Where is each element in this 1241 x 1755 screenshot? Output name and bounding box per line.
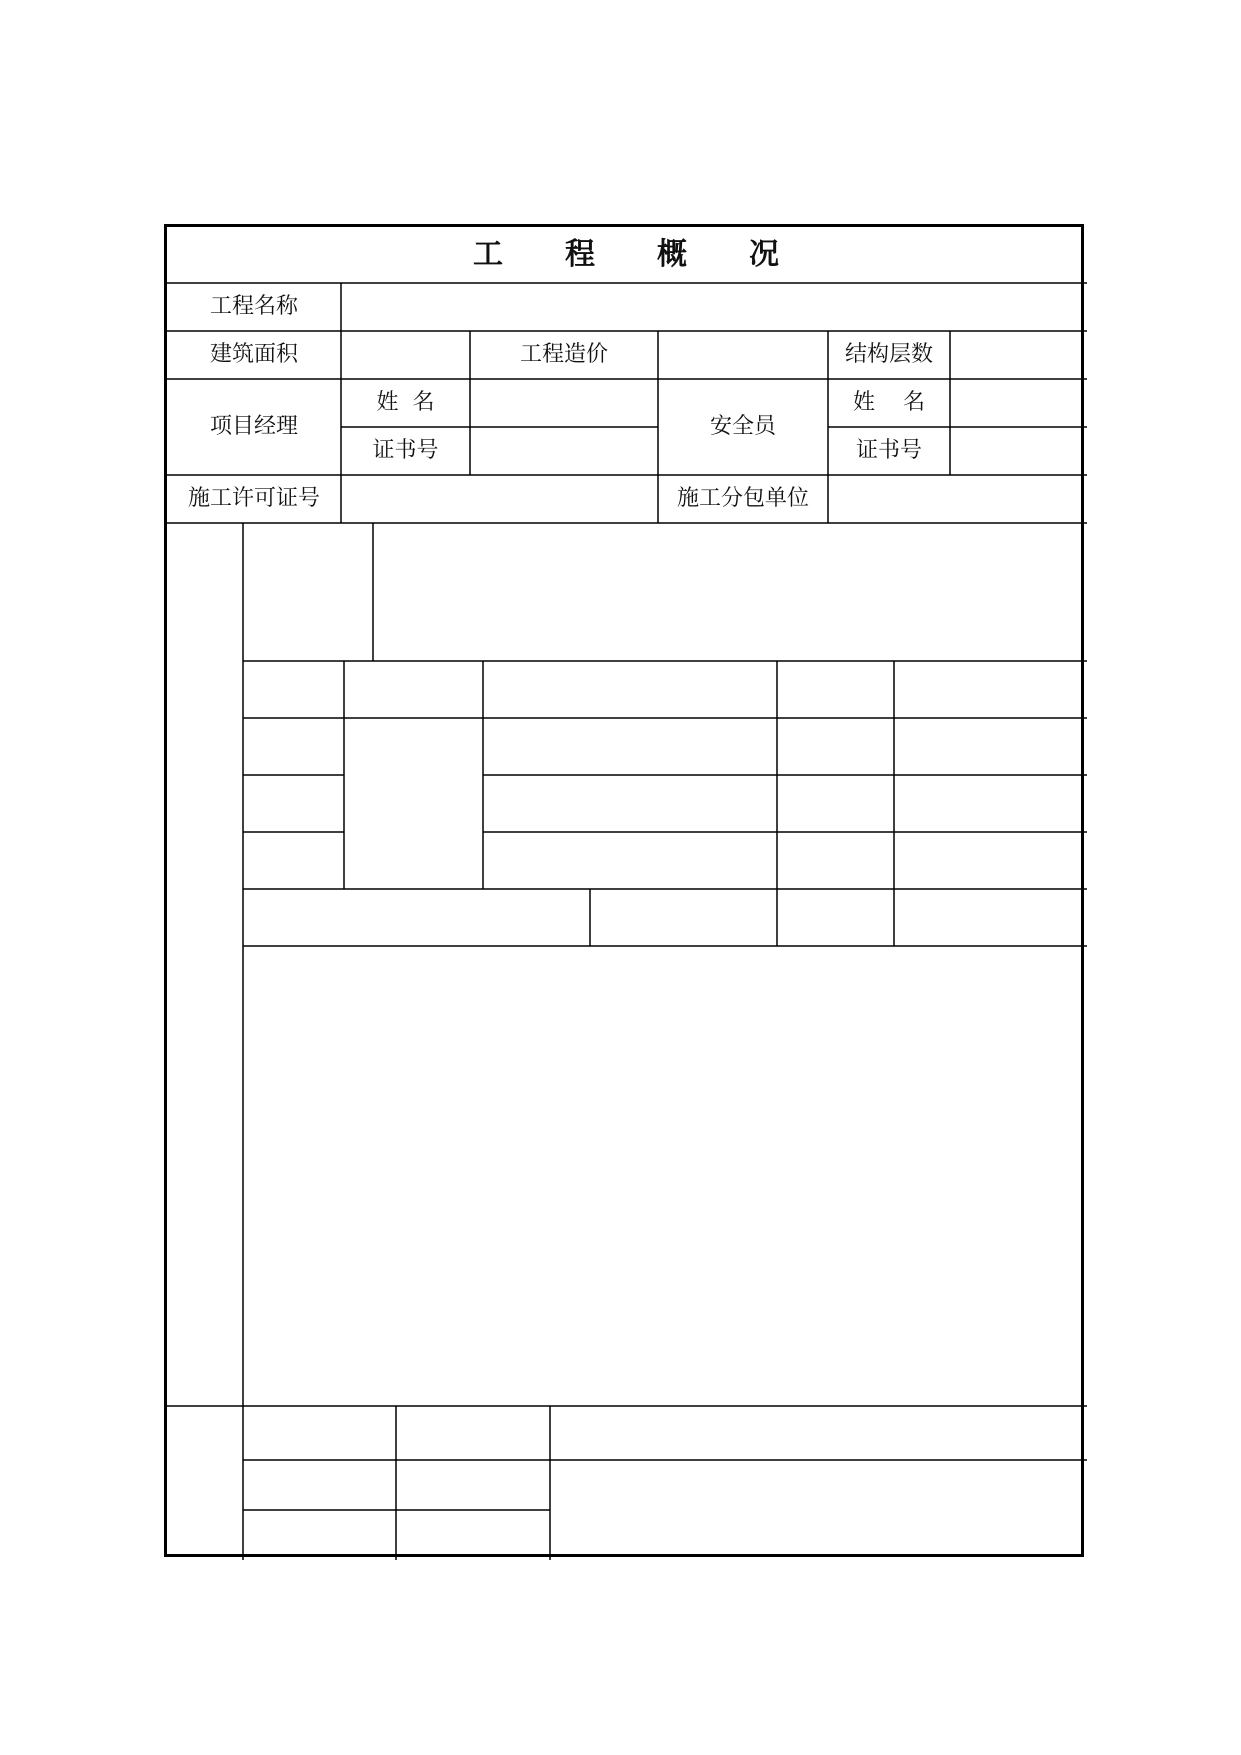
form-title-char: 工	[473, 237, 505, 272]
so-cert-label: 证书号	[855, 438, 922, 463]
project-manager-label: 项目经理	[209, 414, 298, 439]
pm-cert-label: 证书号	[372, 438, 439, 463]
form-title-char: 况	[749, 237, 781, 272]
form-title-char: 概	[657, 237, 689, 272]
project-cost-label: 工程造价	[519, 342, 608, 367]
permit-label: 施工许可证号	[187, 486, 320, 511]
building-area-label: 建筑面积	[209, 342, 298, 367]
pm-name-label: 姓 名	[376, 390, 435, 415]
form-title-char: 程	[565, 237, 597, 272]
structure-floors-label: 结构层数	[844, 342, 933, 367]
so-name-label: 姓 名	[853, 390, 925, 415]
subcontractor-label: 施工分包单位	[676, 486, 809, 511]
safety-officer-label: 安全员	[709, 414, 776, 439]
form-content-layer	[164, 224, 1084, 1557]
project-name-label: 工程名称	[209, 294, 298, 319]
